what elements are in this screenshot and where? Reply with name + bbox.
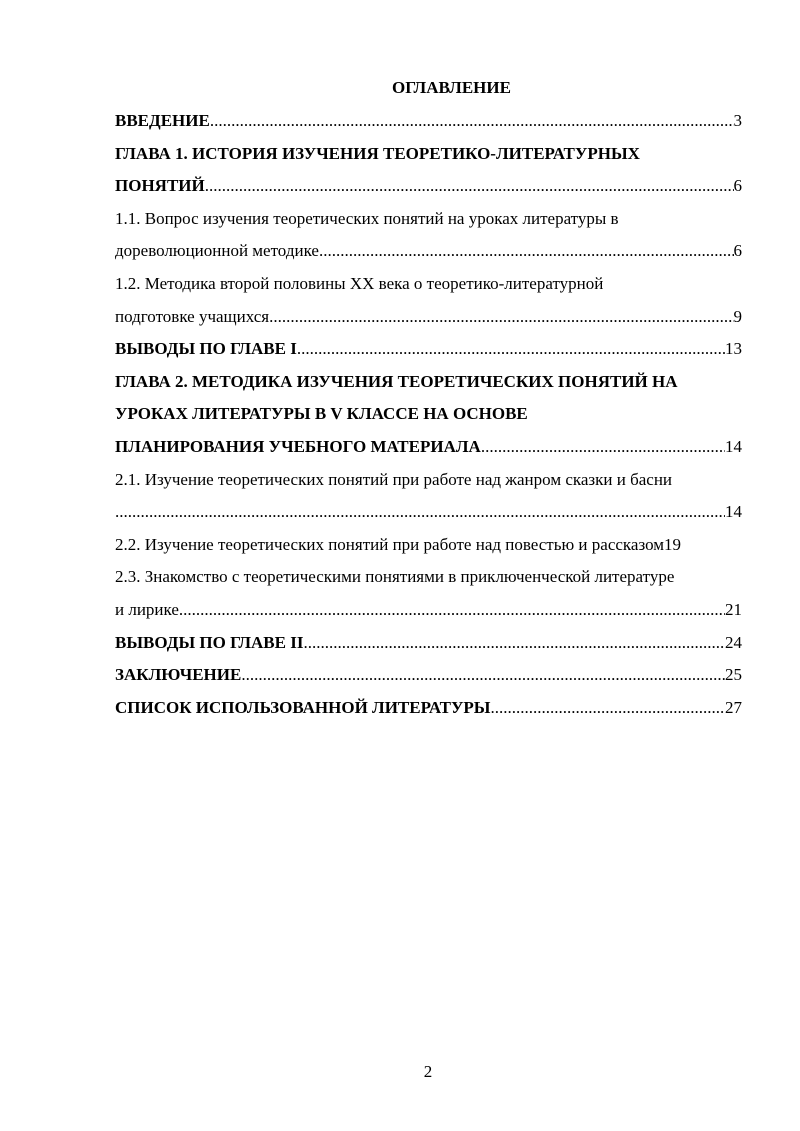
dot-leader <box>115 496 725 529</box>
toc-page-number: 14 <box>725 436 742 456</box>
dot-leader <box>210 105 734 138</box>
dot-leader <box>205 170 734 203</box>
toc-entry[interactable] <box>115 659 742 692</box>
toc-list <box>115 105 742 724</box>
toc-page-number: 3 <box>733 111 742 130</box>
toc-entry-text: и лирике <box>115 599 179 619</box>
toc-entry-text: дореволюционной методике <box>115 241 319 261</box>
toc-entry-final-line <box>115 594 742 627</box>
toc-entry-text: ЗАКЛЮЧЕНИЕ <box>115 665 242 685</box>
dot-leader <box>297 333 725 366</box>
toc-entry-line: ГЛАВА 2. МЕТОДИКА ИЗУЧЕНИЯ ТЕОРЕТИЧЕСКИХ ПОНЯТИЙ НА <box>115 371 678 391</box>
toc-entry-final-line <box>115 170 742 203</box>
toc-entry[interactable] <box>115 692 742 725</box>
toc-entry-line: 1.1. Вопрос изучения теоретических понятий на уроках литературы в <box>115 208 619 228</box>
toc-entry-final-line <box>115 496 742 529</box>
toc-entry-text: ВЫВОДЫ ПО ГЛАВЕ II <box>115 632 304 652</box>
toc-entry-text: ПЛАНИРОВАНИЯ УЧЕБНОГО МАТЕРИАЛА <box>115 436 481 456</box>
toc-entry-line: 1.2. Методика второй половины XX века о теоретико-литературной <box>115 273 604 293</box>
toc-page-number: 6 <box>733 241 742 261</box>
dot-leader <box>269 301 733 334</box>
toc-entry-text: 2.2. Изучение теоретических понятий при работе над повестью и рассказом <box>115 534 665 554</box>
toc-entry-final-line <box>115 301 742 334</box>
toc-entry[interactable] <box>115 268 742 333</box>
toc-entry-final-line <box>115 627 742 660</box>
dot-leader <box>179 594 725 627</box>
toc-entry[interactable] <box>115 203 742 268</box>
dot-leader <box>319 235 734 268</box>
toc-entry-final-line <box>115 235 742 268</box>
toc-entry-text: ПОНЯТИЙ <box>115 176 205 196</box>
toc-entry-text: СПИСОК ИСПОЛЬЗОВАННОЙ ЛИТЕРАТУРЫ <box>115 697 491 717</box>
toc-page-number: 21 <box>725 599 742 619</box>
toc-page-number: 19 <box>664 534 682 554</box>
dot-leader <box>491 692 726 725</box>
dot-leader <box>303 627 725 660</box>
toc-entry-line: ГЛАВА 1. ИСТОРИЯ ИЗУЧЕНИЯ ТЕОРЕТИКО-ЛИТЕРАТУРНЫХ <box>115 143 640 163</box>
toc-entry[interactable] <box>115 105 742 138</box>
document-page <box>115 74 742 724</box>
page-number: 2 <box>423 1062 433 1081</box>
toc-entry-final-line <box>115 692 742 725</box>
toc-entry-line: 2.1. Изучение теоретических понятий при работе над жанром сказки и басни <box>115 469 673 489</box>
toc-entry-line: 2.3. Знакомство с теоретическими понятиями в приключенческой литературе <box>115 567 675 587</box>
toc-page-number: 9 <box>733 306 742 326</box>
toc-page-number: 27 <box>725 697 742 717</box>
toc-entry[interactable] <box>115 138 742 203</box>
dot-leader <box>481 431 725 464</box>
toc-page-number: 13 <box>725 339 742 359</box>
toc-page-number: 24 <box>725 632 742 652</box>
toc-entry[interactable] <box>115 627 742 660</box>
toc-entry-final-line <box>115 431 742 464</box>
toc-entry[interactable] <box>115 464 742 529</box>
toc-entry-text: ВВЕДЕНИЕ <box>115 111 210 130</box>
toc-entry[interactable] <box>115 333 742 366</box>
toc-entry-final-line <box>115 333 742 366</box>
toc-title: ОГЛАВЛЕНИЕ <box>392 78 511 97</box>
toc-page-number: 6 <box>733 176 742 196</box>
toc-page-number: 14 <box>725 502 742 522</box>
toc-entry-text: ВЫВОДЫ ПО ГЛАВЕ I <box>115 339 297 359</box>
toc-entry-final-line <box>115 529 742 562</box>
toc-entry-final-line <box>115 659 742 692</box>
toc-entry[interactable] <box>115 366 742 464</box>
toc-entry-final-line <box>115 105 742 138</box>
toc-page-number: 25 <box>725 665 742 685</box>
dot-leader <box>241 659 725 692</box>
toc-entry-line: УРОКАХ ЛИТЕРАТУРЫ В V КЛАССЕ НА ОСНОВЕ <box>115 404 528 424</box>
toc-entry[interactable] <box>115 529 742 562</box>
toc-entry[interactable] <box>115 561 742 626</box>
toc-entry-text: подготовке учащихся <box>115 306 270 326</box>
